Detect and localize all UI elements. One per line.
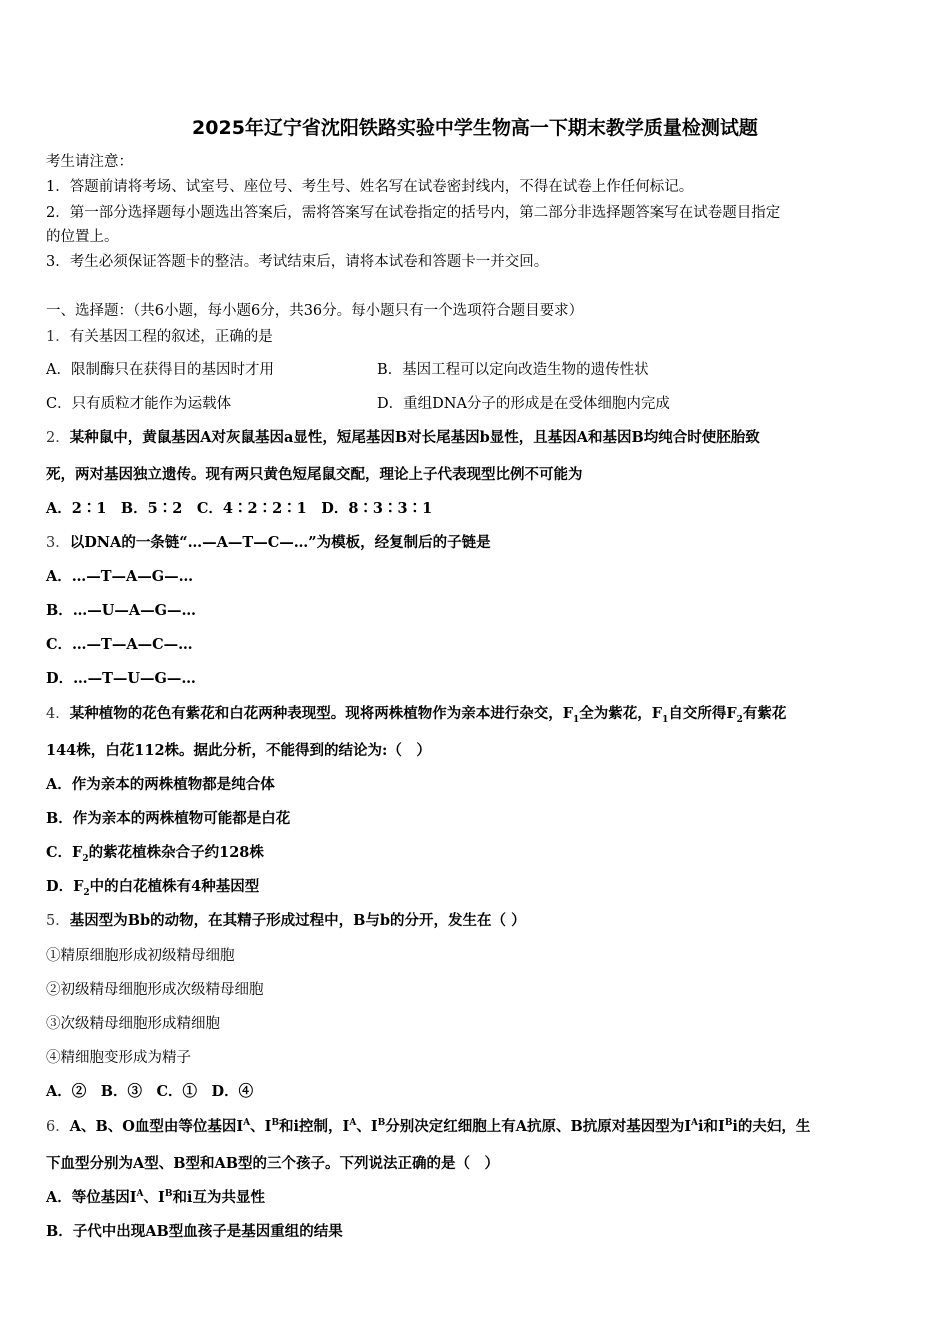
superscript: A bbox=[136, 1189, 144, 1200]
option-text: 和i互为共显性 bbox=[172, 1189, 265, 1206]
question-stem: 、I bbox=[356, 1118, 378, 1135]
option-text: C．F bbox=[46, 844, 83, 861]
q5-statement-4: ④精细胞变形成为精子 bbox=[46, 1050, 191, 1066]
subscript: 2 bbox=[83, 887, 90, 898]
superscript: B bbox=[377, 1118, 386, 1129]
question-2-cont: 死，两对基因独立遗传。现有两只黄色短尾鼠交配，理论上子代表现型比例不可能为 bbox=[46, 466, 583, 483]
subscript: 1 bbox=[573, 714, 580, 725]
option-text: 中的白花植株有4种基因型 bbox=[89, 878, 260, 895]
question-3 bbox=[46, 533, 491, 553]
notice-item: 2．第一部分选择题每小题选出答案后，需将答案写在试卷指定的括号内，第二部分非选择题答案写在试卷题目指定 bbox=[46, 205, 781, 221]
question-stem: 有关基因工程的叙述，正确的是 bbox=[69, 329, 273, 345]
q5-statement-1: ①精原细胞形成初级精母细胞 bbox=[46, 948, 235, 964]
question-stem: 某种鼠中，黄鼠基因A对灰鼠基因a显性，短尾基因B对长尾基因b显性，且基因A和基因B均纯合时使胚胎致 bbox=[69, 429, 760, 446]
question-6-cont: 下血型分别为A型、B型和AB型的三个孩子。下列说法正确的是（ ） bbox=[46, 1155, 500, 1172]
option-text: 的紫花植株杂合子约128株 bbox=[88, 844, 264, 861]
superscript: A bbox=[691, 1118, 699, 1129]
q3-option-a: A．…—T—A—G—… bbox=[46, 568, 194, 585]
superscript: A bbox=[243, 1118, 251, 1129]
question-stem: 分别决定红细胞上有A抗原、B抗原对基因型为I bbox=[385, 1118, 692, 1135]
question-stem: 某种植物的花色有紫花和白花两种表现型。现将两株植物作为亲本进行杂交，F bbox=[69, 705, 574, 722]
q4-option-b: B．作为亲本的两株植物可能都是白花 bbox=[46, 810, 291, 827]
q3-option-c: C．…—T—A—C—… bbox=[46, 636, 193, 653]
question-number: 1． bbox=[46, 329, 70, 345]
option-text: A．等位基因I bbox=[46, 1189, 137, 1206]
question-1 bbox=[46, 327, 273, 347]
subscript: 2 bbox=[82, 853, 89, 864]
notice-item: 的位置上。 bbox=[46, 229, 119, 245]
q2-options: A．2∶1 B．5∶2 C．4∶2∶2∶1 D．8∶3∶3∶1 bbox=[46, 500, 433, 517]
q5-options: A．② B．③ C．① D．④ bbox=[46, 1083, 254, 1100]
q3-option-d: D．…—T—U—G—… bbox=[46, 670, 196, 687]
q1-option-b: B．基因工程可以定向改造生物的遗传性状 bbox=[377, 362, 649, 378]
question-stem: 以DNA的一条链“…—A—T—C—…”为模板，经复制后的子链是 bbox=[69, 534, 491, 551]
question-stem: A、B、O血型由等位基因I bbox=[69, 1118, 244, 1135]
q1-option-c: C．只有质粒才能作为运载体 bbox=[46, 396, 232, 412]
q5-statement-3: ③次级精母细胞形成精细胞 bbox=[46, 1016, 220, 1032]
q4-option-d bbox=[46, 877, 259, 897]
notice-item: 3．考生必须保证答题卡的整洁。考试结束后，请将本试卷和答题卡一并交回。 bbox=[46, 254, 549, 270]
q1-option-d: D．重组DNA分子的形成是在受体细胞内完成 bbox=[377, 396, 670, 412]
superscript: B bbox=[724, 1118, 733, 1129]
question-stem: 全为紫花，F bbox=[579, 705, 663, 722]
question-stem: i的夫妇，生 bbox=[732, 1118, 811, 1135]
q1-option-a: A．限制酶只在获得目的基因时才用 bbox=[46, 362, 274, 378]
page-title: 2025年辽宁省沈阳铁路实验中学生物高一下期末教学质量检测试题 bbox=[192, 117, 758, 139]
q4-option-c bbox=[46, 843, 264, 863]
q6-option-b: B．子代中出现AB型血孩子是基因重组的结果 bbox=[46, 1223, 343, 1240]
q5-statement-2: ②初级精母细胞形成次级精母细胞 bbox=[46, 982, 264, 998]
question-stem: 和i控制，I bbox=[279, 1118, 350, 1135]
question-2 bbox=[46, 428, 760, 448]
superscript: B bbox=[271, 1118, 280, 1129]
question-number: 5． bbox=[46, 913, 70, 929]
question-stem: 自交所得F bbox=[668, 705, 737, 722]
question-number: 6． bbox=[46, 1119, 70, 1135]
question-stem: 基因型为Bb的动物，在其精子形成过程中，B与b的分开，发生在（ ） bbox=[69, 912, 526, 929]
question-number: 4． bbox=[46, 706, 70, 722]
notice-item: 1．答题前请将考场、试室号、座位号、考生号、姓名写在试卷密封线内，不得在试卷上作任何标记。 bbox=[46, 179, 694, 195]
superscript: A bbox=[349, 1118, 357, 1129]
notice-heading: 考生请注意： bbox=[46, 154, 133, 170]
question-6 bbox=[46, 1117, 810, 1137]
question-5 bbox=[46, 911, 526, 931]
question-4-cont: 144株，白花112株。据此分析，不能得到的结论为:（ ） bbox=[46, 742, 431, 759]
subscript: 1 bbox=[662, 714, 669, 725]
q3-option-b: B．…—U—A—G—… bbox=[46, 602, 197, 619]
option-text: 、I bbox=[143, 1189, 165, 1206]
superscript: B bbox=[164, 1189, 173, 1200]
question-4 bbox=[46, 704, 786, 724]
section-heading: 一、选择题：（共6小题，每小题6分，共36分。每小题只有一个选项符合题目要求） bbox=[46, 303, 584, 319]
question-stem: 、I bbox=[250, 1118, 272, 1135]
q4-option-a: A．作为亲本的两株植物都是纯合体 bbox=[46, 776, 275, 793]
question-number: 2． bbox=[46, 430, 70, 446]
question-stem: 有紫花 bbox=[742, 705, 787, 722]
question-number: 3． bbox=[46, 535, 70, 551]
option-text: D．F bbox=[46, 878, 84, 895]
question-stem: i和I bbox=[698, 1118, 725, 1135]
subscript: 2 bbox=[736, 714, 743, 725]
q6-option-a bbox=[46, 1188, 265, 1208]
